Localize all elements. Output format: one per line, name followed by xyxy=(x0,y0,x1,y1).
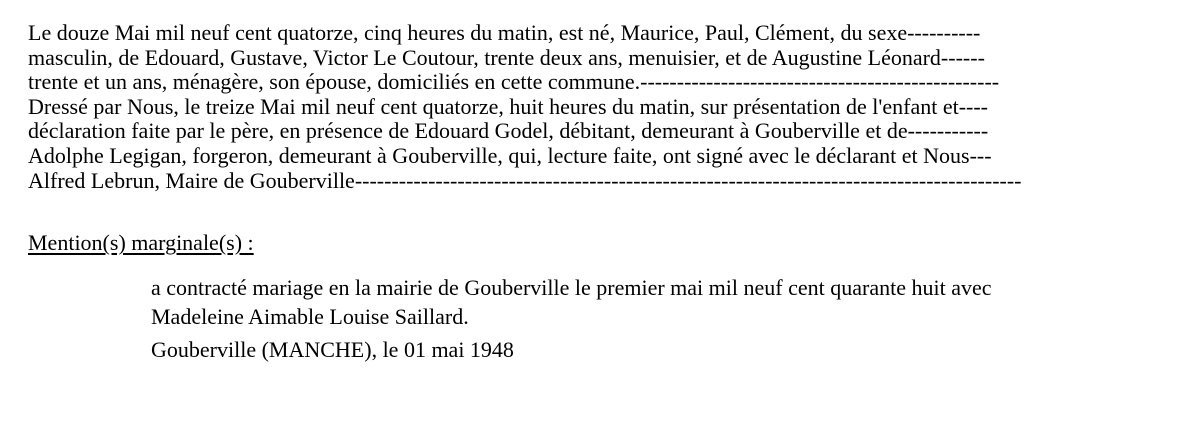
mention-line: Madeleine Aimable Louise Saillard. xyxy=(151,304,469,330)
act-line: déclaration faite par le père, en présence de Edouard Godel, débitant, demeurant à Gouberville et de----------- xyxy=(28,119,989,144)
civil-record-document xyxy=(28,21,1191,363)
act-line: trente et un ans, ménagère, son épouse, domiciliés en cette commune.------------------------------------------------- xyxy=(28,70,1000,95)
marginal-mentions-heading: Mention(s) marginale(s) : xyxy=(28,230,254,256)
act-line: Alfred Lebrun, Maire de Gouberville------------------------------------------------------------------------------------------- xyxy=(28,168,1022,193)
birth-act-text xyxy=(28,21,1191,193)
act-line: Adolphe Legigan, forgeron, demeurant à Gouberville, qui, lecture faite, ont signé avec le déclarant et Nous--- xyxy=(28,143,992,168)
act-line: masculin, de Edouard, Gustave, Victor Le Coutour, trente deux ans, menuisier, et de Augustine Léonard------ xyxy=(28,45,985,70)
act-line: Le douze Mai mil neuf cent quatorze, cinq heures du matin, est né, Maurice, Paul, Clément, du sexe---------- xyxy=(28,21,981,45)
marginal-mention xyxy=(151,273,1191,363)
mention-line: a contracté mariage en la mairie de Gouberville le premier mai mil neuf cent quarante huit avec xyxy=(151,275,992,301)
act-line: Dressé par Nous, le treize Mai mil neuf cent quatorze, huit heures du matin, sur présentation de l'enfant et---- xyxy=(28,94,989,119)
mention-place-date: Gouberville (MANCHE), le 01 mai 1948 xyxy=(151,337,514,363)
marginal-mention-text xyxy=(151,273,1191,331)
